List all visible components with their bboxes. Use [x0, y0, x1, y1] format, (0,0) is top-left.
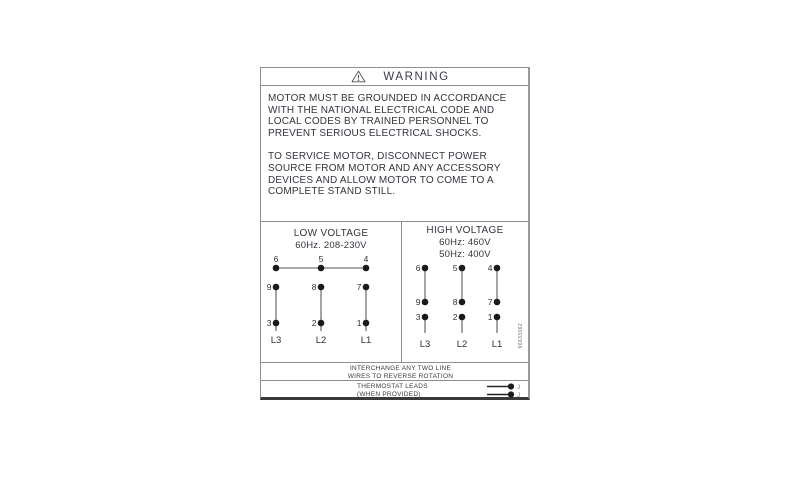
lv-line-l3: L3 [270, 335, 282, 346]
hv-terminal-1: 1 [487, 312, 493, 322]
warning-title: WARNING [383, 70, 450, 83]
lv-terminal-6: 6 [273, 254, 279, 264]
lv-terminal-5: 5 [318, 254, 324, 264]
grounding-paragraph [268, 93, 520, 139]
grounding-line-1: MOTOR MUST BE GROUNDED IN ACCORDANCE [268, 93, 507, 104]
lv-terminal-9: 9 [266, 282, 272, 292]
hv-line-l2: L2 [456, 339, 468, 350]
grounding-line-4: PREVENT SERIOUS ELECTRICAL SHOCKS. [268, 127, 482, 139]
service-line-1: TO SERVICE MOTOR, DISCONNECT POWER [268, 151, 487, 163]
high-voltage-subtitle-50hz: 50Hz: 400V [439, 249, 491, 260]
thermostat-line-2: (WHEN PROVIDED) [357, 390, 421, 398]
thermostat-lead-2 [487, 390, 523, 399]
lv-terminal-3: 3 [266, 318, 272, 328]
hv-terminal-9: 9 [415, 297, 421, 307]
lv-terminal-7: 7 [356, 282, 362, 292]
service-paragraph [268, 151, 520, 197]
warning-text-area [261, 85, 528, 221]
low-voltage-title: LOW VOLTAGE [293, 228, 369, 239]
rotation-note-line-1: INTERCHANGE ANY TWO LINE [349, 365, 452, 372]
rotation-note-line-2: WIRES TO REVERSE ROTATION [347, 372, 454, 380]
lv-line-l2: L2 [315, 335, 327, 346]
part-number: 96633062 [518, 322, 524, 348]
high-voltage-subtitle-60hz: 60Hz: 460V [439, 237, 491, 248]
wiring-diagrams [261, 221, 528, 362]
low-voltage-diagram [261, 222, 401, 362]
thermostat-line-1: THERMOSTAT LEADS [357, 383, 428, 390]
thermostat-text [357, 383, 428, 398]
thermostat-lead-1-label: J [517, 384, 521, 391]
hv-terminal-5: 5 [452, 263, 458, 273]
low-voltage-section [261, 222, 402, 362]
hv-terminal-4: 4 [487, 263, 493, 273]
hv-line-l3: L3 [419, 339, 431, 350]
lv-terminal-4: 4 [363, 254, 369, 264]
grounding-line-3: LOCAL CODES BY TRAINED PERSONNEL TO [268, 116, 489, 128]
motor-warning-label [260, 67, 530, 400]
lv-terminal-2: 2 [311, 318, 317, 328]
low-voltage-subtitle: 60Hz. 208-230V [295, 240, 367, 251]
lv-line-l1: L1 [360, 335, 372, 346]
high-voltage-diagram [402, 222, 528, 362]
high-voltage-title: HIGH VOLTAGE [426, 225, 504, 236]
lv-terminal-8: 8 [311, 282, 317, 292]
thermostat-lead-2-label: J [517, 392, 521, 399]
high-voltage-section [402, 222, 528, 362]
warning-header [273, 68, 528, 85]
thermostat-row [261, 380, 528, 397]
hv-terminal-8: 8 [452, 297, 458, 307]
warning-triangle-icon [351, 70, 366, 83]
hv-terminal-6: 6 [415, 263, 421, 273]
grounding-line-2: WITH THE NATIONAL ELECTRICAL CODE AND [268, 104, 495, 116]
hv-terminal-3: 3 [415, 312, 421, 322]
hv-terminal-2: 2 [452, 312, 458, 322]
service-line-2: SOURCE FROM MOTOR AND ANY ACCESSORY [268, 162, 501, 174]
service-line-4: COMPLETE STAND STILL. [268, 186, 396, 198]
hv-line-l1: L1 [491, 339, 503, 350]
rotation-note-row [261, 362, 528, 380]
service-line-3: DEVICES AND ALLOW MOTOR TO COME TO A [268, 174, 494, 186]
hv-terminal-7: 7 [487, 297, 493, 307]
lv-terminal-1: 1 [356, 318, 362, 328]
